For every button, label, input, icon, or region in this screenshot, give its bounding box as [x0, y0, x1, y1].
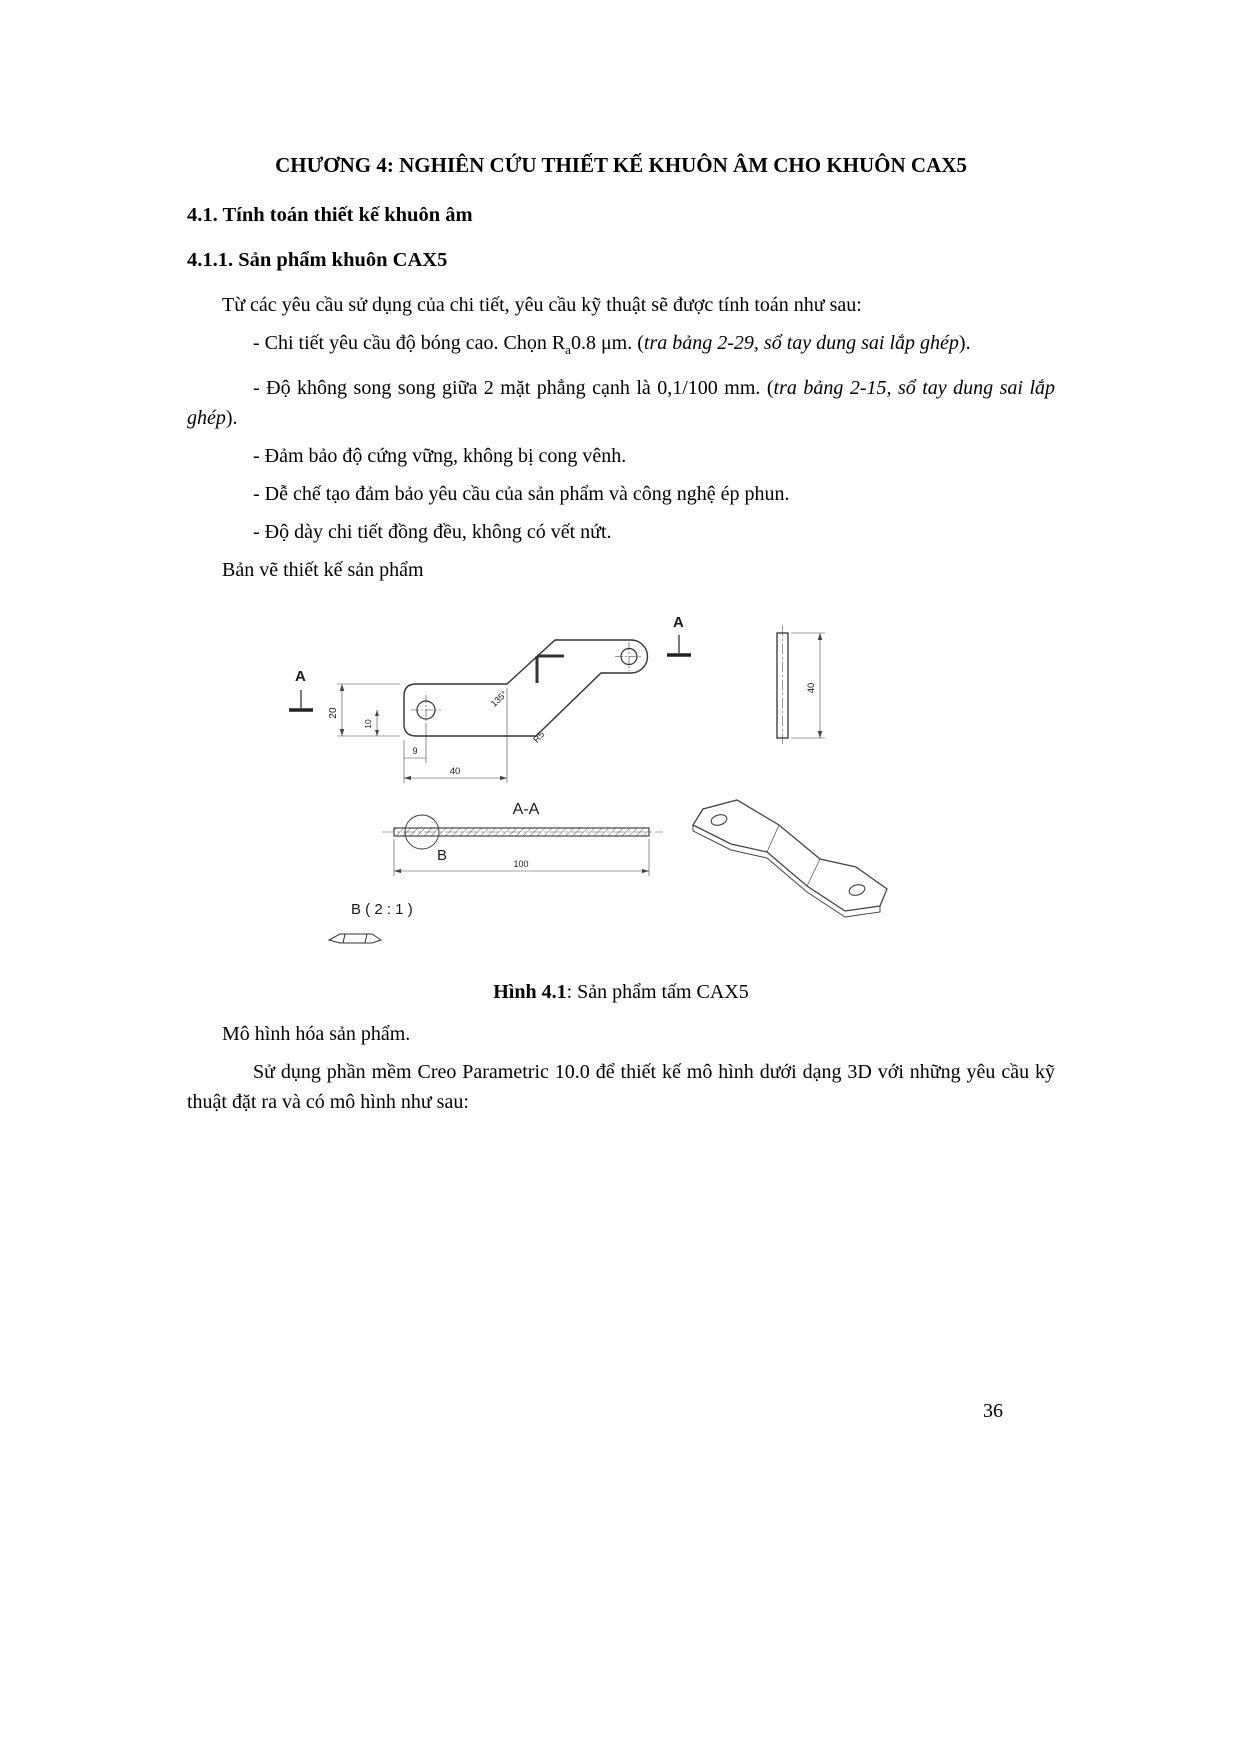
bullet-parallelism: [187, 373, 1055, 433]
paragraph-modeling: Mô hình hóa sản phẩm.: [222, 1023, 411, 1045]
dim-angle-135: 135°: [488, 688, 510, 709]
dim-total-100: 100: [513, 859, 529, 869]
dim-length-40: 40: [449, 766, 461, 777]
detail-label-b: B: [437, 847, 448, 864]
bullet-surface-finish: [187, 328, 1055, 365]
chapter-title: CHƯƠNG 4: NGHIÊN CỨU THIẾT KẾ KHUÔN ÂM CHO KHUÔN CAX5: [275, 153, 967, 177]
dim-radius-r5: R5: [531, 729, 547, 745]
section-label-a-top: A: [673, 614, 684, 631]
dim-hole-9: 9: [412, 746, 418, 756]
subscript-a: a: [565, 342, 571, 357]
bullet-rigidity: - Đảm bảo độ cứng vững, không bị cong vênh.: [253, 445, 627, 467]
text-run: 0.8 μm. (: [570, 332, 644, 354]
section-label-a-left: A: [295, 668, 306, 685]
paragraph-intro: Từ các yêu cầu sử dụng của chi tiết, yêu cầu kỹ thuật sẽ được tính toán như sau:: [222, 294, 862, 316]
text-run: ).: [225, 407, 238, 429]
section-view-aa: [382, 815, 663, 849]
isometric-view: [693, 800, 887, 917]
section-marker-a-left: [289, 668, 313, 710]
section-4-1-heading: 4.1. Tính toán thiết kế khuôn âm: [187, 204, 473, 226]
page-number: 36: [983, 1400, 1003, 1422]
bend-corner-mark: [537, 656, 564, 683]
dim-height-20: 20: [328, 707, 339, 719]
view-label-aa: A-A: [512, 801, 540, 818]
italic-reference: tra bảng 2-15, sổ tay dung sai lắp ghép: [187, 377, 1056, 429]
dim-side-40: 40: [806, 682, 817, 694]
paragraph-closing: Sử dụng phần mềm Creo Parametric 10.0 để thiết kế mô hình dưới dạng 3D với những yêu cầu kỹ thuật đặt ra và có mô hình như sau:: [187, 1061, 1055, 1113]
figure-caption: [187, 977, 1055, 1007]
italic-reference: tra bảng 2-29, sổ tay dung sai lắp ghép: [643, 332, 959, 354]
dim-offset-10: 10: [363, 719, 373, 729]
caption-number: Hình 4.1: [493, 981, 567, 1003]
side-view: [777, 626, 788, 745]
text-run: ).: [958, 332, 971, 354]
top-view-dimensions: [337, 684, 547, 783]
detail-b-view: [329, 934, 381, 943]
figure-4-1: [279, 613, 1055, 953]
paragraph-drawing-intro: Bản vẽ thiết kế sản phẩm: [222, 559, 424, 581]
detail-view-label: B ( 2 : 1 ): [351, 901, 413, 918]
top-view: [404, 640, 648, 736]
text-run: - Chi tiết yêu cầu độ bóng cao. Chọn R: [253, 332, 566, 354]
text-run: - Độ không song song giữa 2 mặt phẳng cạnh là 0,1/100 mm. (: [253, 377, 774, 399]
section-marker-a-top: [667, 614, 691, 655]
bullet-manufacturability: - Dễ chế tạo đảm bảo yêu cầu của sản phẩm và công nghệ ép phun.: [253, 483, 790, 505]
aa-dimension-100: [394, 839, 649, 876]
caption-text: : Sản phẩm tấm CAX5: [566, 981, 749, 1003]
bullet-thickness: - Độ dày chi tiết đồng đều, không có vết nứt.: [253, 521, 612, 543]
technical-drawing: [279, 613, 939, 953]
section-4-1-1-heading: 4.1.1. Sản phẩm khuôn CAX5: [187, 249, 448, 271]
